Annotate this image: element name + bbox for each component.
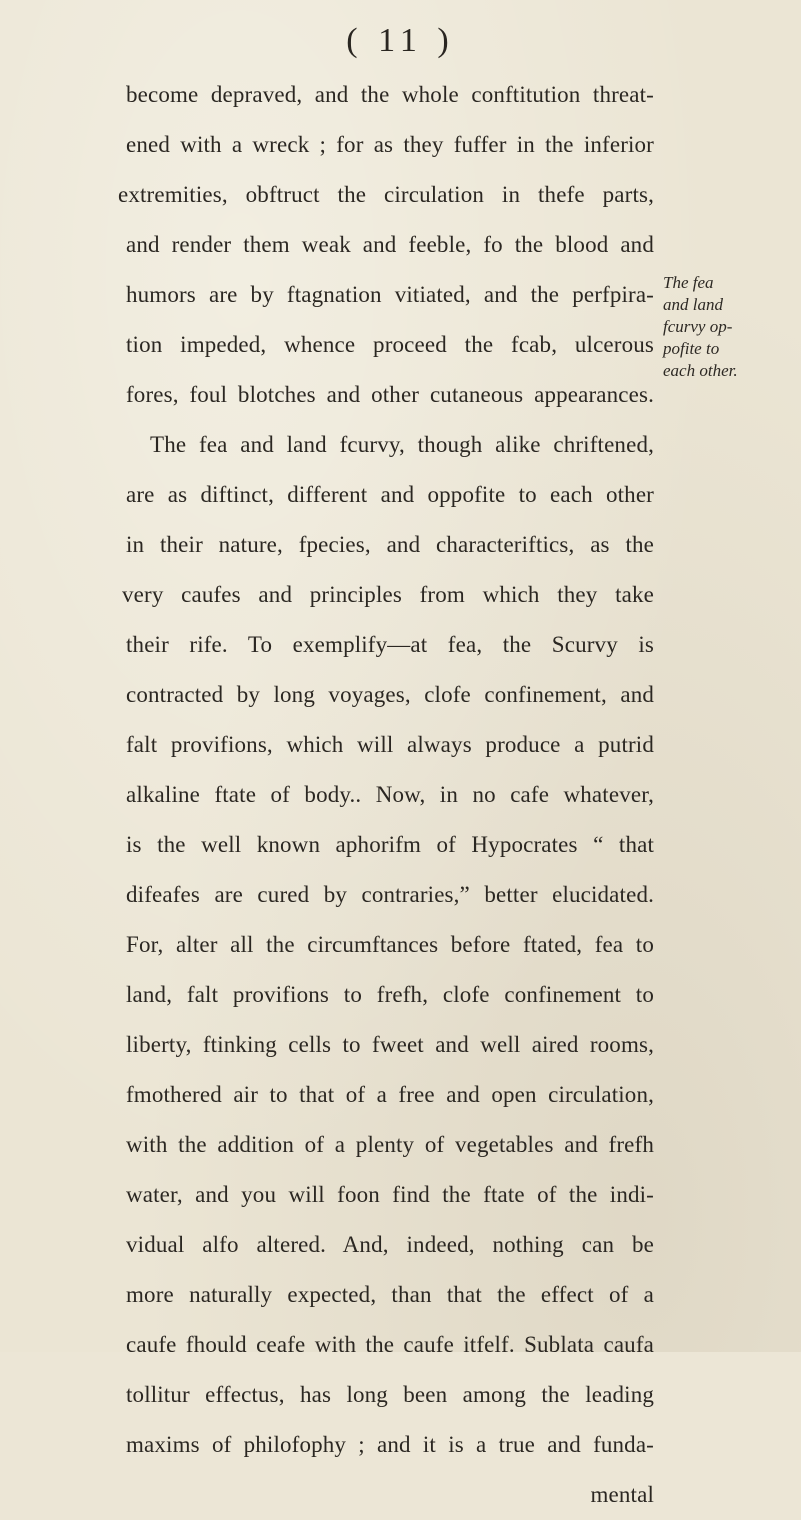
text-line: caufe fhould ceafe with the caufe itfelf. Sublata caufa [126, 1332, 654, 1357]
text-line: The fea and land fcurvy, though alike chriftened, [150, 432, 654, 457]
text-line: is the well known aphorifm of Hypocrates “ that [126, 832, 654, 857]
text-line: their rife. To exemplify—at fea, the Scurvy is [126, 632, 654, 657]
text-line: ened with a wreck ; for as they fuffer in the inferior [126, 132, 654, 157]
text-line: tollitur effectus, has long been among the leading [126, 1382, 654, 1407]
text-line: fores, foul blotches and other cutaneous appearances. [126, 382, 654, 407]
text-line: liberty, ftinking cells to fweet and well aired rooms, [126, 1032, 654, 1057]
page-number: ( 11 ) [346, 22, 455, 59]
text-line: maxims of philofophy ; and it is a true and funda- [126, 1432, 654, 1457]
text-line: contracted by long voyages, clofe confinement, and [126, 682, 654, 707]
text-line: extremities, obftruct the circulation in thefe parts, [118, 182, 654, 207]
marginal-note-line: fcurvy op- [663, 317, 733, 336]
text-line: in their nature, fpecies, and characteriftics, as the [126, 532, 654, 557]
text-line: vidual alfo altered. And, indeed, nothing can be [126, 1232, 654, 1257]
text-line: become depraved, and the whole conftitution threat- [126, 82, 654, 107]
text-line: humors are by ftagnation vitiated, and the perfpira- [126, 282, 654, 307]
text-line: tion impeded, whence proceed the fcab, ulcerous [126, 332, 654, 357]
text-line: with the addition of a plenty of vegetables and frefh [126, 1132, 654, 1157]
text-line: alkaline ftate of body.. Now, in no cafe whatever, [126, 782, 654, 807]
text-line: difeafes are cured by contraries,” better elucidated. [126, 882, 654, 907]
text-line: are as diftinct, different and oppofite to each other [126, 482, 654, 507]
text-line: and render them weak and feeble, fo the blood and [126, 232, 654, 257]
text-line: fmothered air to that of a free and open circulation, [126, 1082, 654, 1107]
catchword: mental [590, 1482, 654, 1507]
marginal-note-line: pofite to [663, 339, 720, 358]
text-line: very caufes and principles from which they take [122, 582, 654, 607]
text-line: For, alter all the circumftances before ftated, fea to [126, 932, 654, 957]
text-line: land, falt provifions to frefh, clofe confinement to [126, 982, 654, 1007]
marginal-note-line: each other. [663, 361, 738, 380]
text-line: more naturally expected, than that the effect of a [126, 1282, 654, 1307]
marginal-note-line: The fea [663, 273, 714, 292]
body-text [118, 70, 654, 1520]
text-line: water, and you will foon find the ftate of the indi- [126, 1182, 654, 1207]
text-line: falt provifions, which will always produce a putrid [126, 732, 654, 757]
marginal-note [663, 272, 801, 382]
marginal-note-line: and land [663, 295, 723, 314]
